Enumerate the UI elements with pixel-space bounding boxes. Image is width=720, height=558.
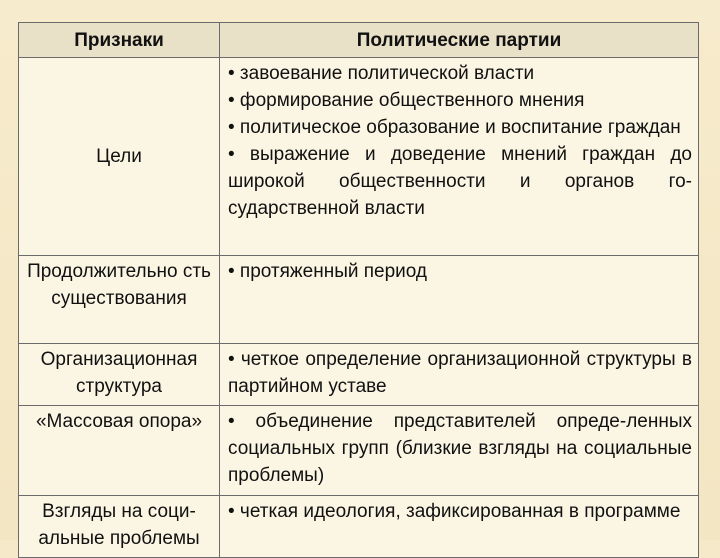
row-label: Продолжительно сть существования xyxy=(19,256,220,344)
list-item: • завоевание политической власти xyxy=(228,63,535,84)
row-content xyxy=(220,344,699,406)
row-label: Взгляды на соци-альные проблемы xyxy=(19,496,220,558)
row-label: «Массовая опора» xyxy=(19,406,220,496)
list-item: • выражение и доведение мнений граждан до широкой общественности и органов го-сударственной власти xyxy=(228,144,692,219)
row-content xyxy=(220,406,699,496)
row-label: Организационная структура xyxy=(19,344,220,406)
row-content xyxy=(220,256,699,344)
list-item: • протяженный период xyxy=(228,261,428,282)
list-item: • формирование общественного мнения xyxy=(228,90,585,111)
table-row xyxy=(19,58,699,256)
comparison-table xyxy=(18,22,699,558)
list-item: • четкая идеология, зафиксированная в программе xyxy=(228,501,681,522)
table-header-row xyxy=(19,23,699,58)
header-features: Признаки xyxy=(19,23,220,58)
table-row xyxy=(19,406,699,496)
list-item: • четкое определение организационной структуры в партийном уставе xyxy=(228,349,692,397)
list-item: • политическое образование и воспитание граждан xyxy=(228,117,681,138)
row-content xyxy=(220,58,699,256)
row-label: Цели xyxy=(19,58,220,256)
table-row xyxy=(19,496,699,558)
row-content xyxy=(220,496,699,558)
table-row xyxy=(19,256,699,344)
table-row xyxy=(19,344,699,406)
header-political-parties: Политические партии xyxy=(220,23,699,58)
list-item: • объединение представителей опреде-ленных социальных групп (близкие взгляды на социальные проблемы) xyxy=(228,411,692,486)
